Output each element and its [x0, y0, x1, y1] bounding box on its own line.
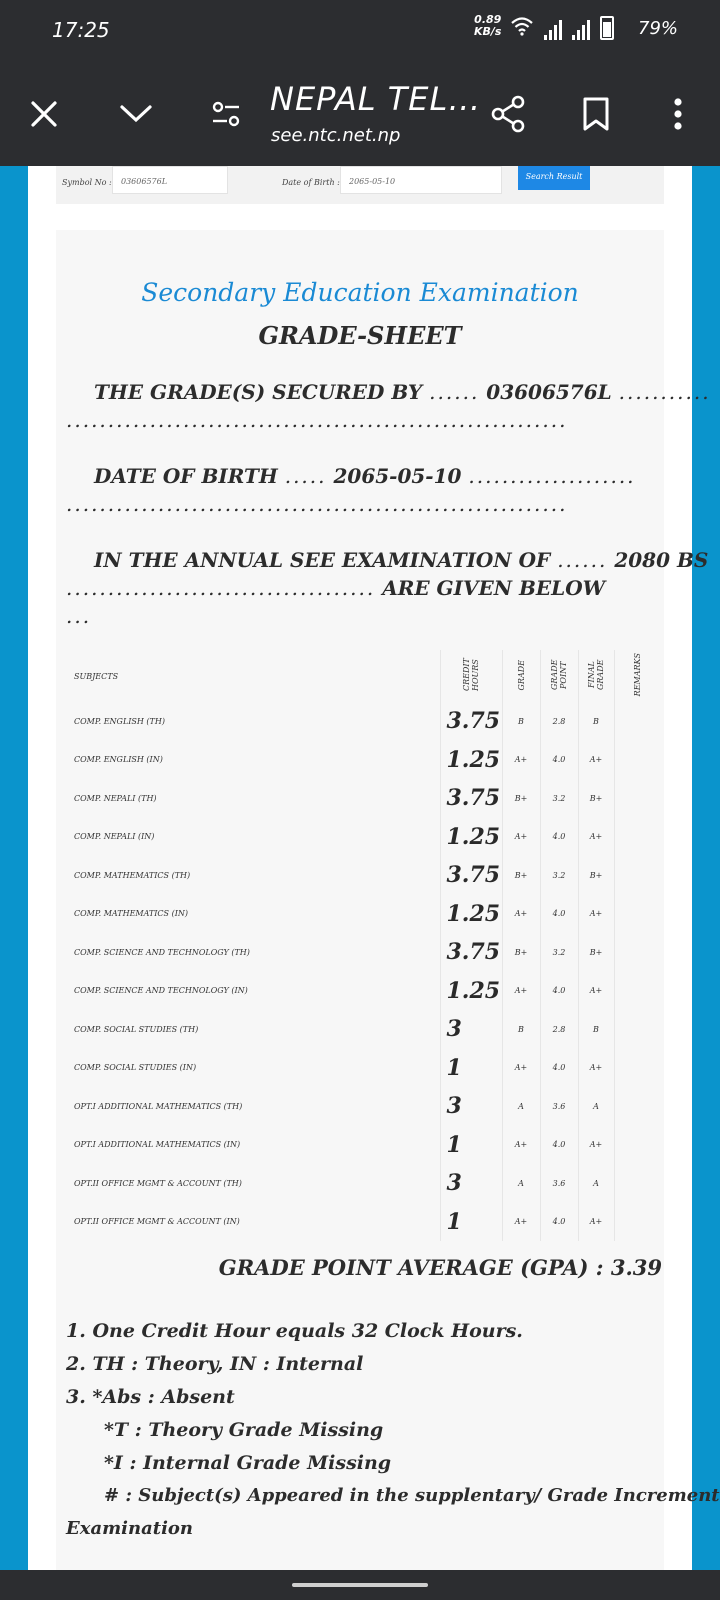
subject-cell: COMP. ENGLISH (TH)	[66, 702, 440, 741]
final-grade-cell: B+	[578, 933, 614, 972]
credit-hours-cell: 1	[440, 1203, 502, 1242]
table-row	[66, 1164, 660, 1203]
remarks-cell	[614, 741, 660, 780]
remarks-cell	[614, 702, 660, 741]
credit-hours-cell: 1	[440, 1126, 502, 1165]
subject-cell: COMP. SCIENCE AND TECHNOLOGY (TH)	[66, 933, 440, 972]
grade-point-cell: 4.0	[540, 741, 578, 780]
table-row	[66, 1049, 660, 1088]
note-2: 2. TH : Theory, IN : Internal	[66, 1353, 364, 1375]
remarks-cell	[614, 972, 660, 1011]
site-url[interactable]: see.ntc.net.np	[271, 125, 401, 146]
col-remarks: REMARKS	[632, 653, 642, 697]
table-row	[66, 1087, 660, 1126]
dob-value: 2065-05-10	[333, 464, 462, 488]
note-examination: Examination	[66, 1518, 193, 1539]
remarks-cell	[614, 779, 660, 818]
grade-point-cell: 4.0	[540, 1126, 578, 1165]
col-grade-point: GRADE POINT	[540, 650, 578, 702]
credit-hours-cell: 3	[440, 1010, 502, 1049]
col-credit-hours: CREDIT HOURS	[440, 650, 502, 702]
table-header-row	[66, 650, 660, 702]
subject-cell: COMP. ENGLISH (IN)	[66, 741, 440, 780]
final-grade-cell: B	[578, 1010, 614, 1049]
final-grade-cell: A+	[578, 1126, 614, 1165]
final-grade-cell: A+	[578, 741, 614, 780]
exam-year: 2080 BS	[614, 548, 709, 572]
home-gesture-handle[interactable]	[292, 1583, 428, 1587]
grade-point-cell: 2.8	[540, 1010, 578, 1049]
net-speed	[474, 14, 501, 38]
given-below-line: ..................................... ARE GIVEN BELOW	[66, 576, 606, 600]
exam-title: Secondary Education Examination	[141, 278, 579, 307]
subject-cell: COMP. SOCIAL STUDIES (TH)	[66, 1010, 440, 1049]
col-final-grade: FINAL GRADE	[578, 650, 614, 702]
status-bar	[0, 0, 720, 62]
symbol-label: Symbol No :	[62, 178, 112, 187]
subject-cell: OPT.I ADDITIONAL MATHEMATICS (IN)	[66, 1126, 440, 1165]
remarks-cell	[614, 1049, 660, 1088]
note-internal-missing: *I : Internal Grade Missing	[104, 1452, 392, 1474]
grade-point-cell: 2.8	[540, 702, 578, 741]
browser-toolbar	[0, 62, 720, 166]
grade-cell: A	[502, 1087, 540, 1126]
share-icon[interactable]	[484, 90, 532, 138]
credit-hours-cell: 1.25	[440, 972, 502, 1011]
credit-hours-cell: 3	[440, 1164, 502, 1203]
grade-sheet-title: GRADE-SHEET	[258, 321, 462, 350]
remarks-cell	[614, 856, 660, 895]
subject-cell: COMP. SCIENCE AND TECHNOLOGY (IN)	[66, 972, 440, 1011]
grade-cell: B+	[502, 933, 540, 972]
web-page	[28, 166, 720, 1570]
dob-prefix: DATE OF BIRTH	[94, 464, 278, 488]
final-grade-cell: B+	[578, 779, 614, 818]
grade-cell: A	[502, 1164, 540, 1203]
grade-point-cell: 4.0	[540, 1049, 578, 1088]
credit-hours-cell: 3.75	[440, 702, 502, 741]
credit-hours-cell: 3.75	[440, 779, 502, 818]
final-grade-cell: B+	[578, 856, 614, 895]
grade-cell: A+	[502, 818, 540, 857]
grade-point-cell: 3.2	[540, 856, 578, 895]
grade-sheet	[56, 230, 720, 1570]
table-row	[66, 1010, 660, 1049]
dotted-line: ............................................................	[66, 408, 568, 432]
grade-point-cell: 3.2	[540, 779, 578, 818]
battery-icon	[600, 16, 614, 40]
note-supplementary: # : Subject(s) Appeared in the supplentary/ Grade Increment	[104, 1485, 720, 1506]
search-result-button[interactable]: Search Result	[518, 166, 590, 190]
final-grade-cell: A	[578, 1087, 614, 1126]
table-row	[66, 1126, 660, 1165]
col-subjects: SUBJECTS	[66, 650, 440, 702]
credit-hours-cell: 3.75	[440, 933, 502, 972]
more-vert-icon[interactable]	[654, 90, 702, 138]
subject-cell: COMP. SOCIAL STUDIES (IN)	[66, 1049, 440, 1088]
dob-label: Date of Birth :	[282, 178, 340, 187]
search-form	[56, 166, 664, 204]
final-grade-cell: B	[578, 702, 614, 741]
grade-cell: A+	[502, 741, 540, 780]
subject-cell: OPT.II OFFICE MGMT & ACCOUNT (IN)	[66, 1203, 440, 1242]
dotted-line: ...	[66, 604, 92, 628]
symbol-input[interactable]: 03606576L	[112, 166, 228, 194]
signal-icon	[544, 18, 562, 40]
credit-hours-cell: 1.25	[440, 895, 502, 934]
subject-cell: OPT.I ADDITIONAL MATHEMATICS (TH)	[66, 1087, 440, 1126]
remarks-cell	[614, 1087, 660, 1126]
grade-point-cell: 4.0	[540, 818, 578, 857]
gpa-summary: GRADE POINT AVERAGE (GPA) : 3.39	[218, 1255, 662, 1280]
gesture-nav-bar	[0, 1570, 720, 1600]
table-row	[66, 856, 660, 895]
bookmark-icon[interactable]	[572, 90, 620, 138]
grade-cell: B+	[502, 779, 540, 818]
symbol-number: 03606576L	[486, 380, 612, 404]
remarks-cell	[614, 1010, 660, 1049]
subject-cell: COMP. NEPALI (IN)	[66, 818, 440, 857]
remarks-cell	[614, 933, 660, 972]
grade-cell: B	[502, 1010, 540, 1049]
dob-input[interactable]: 2065-05-10	[340, 166, 502, 194]
final-grade-cell: A+	[578, 895, 614, 934]
subject-cell: OPT.II OFFICE MGMT & ACCOUNT (TH)	[66, 1164, 440, 1203]
page-settings-icon[interactable]	[202, 90, 250, 138]
grade-point-cell: 4.0	[540, 972, 578, 1011]
secured-prefix: THE GRADE(S) SECURED BY	[94, 380, 423, 404]
exam-line: IN THE ANNUAL SEE EXAMINATION OF ...... 2080 BS	[94, 548, 709, 572]
final-grade-cell: A+	[578, 818, 614, 857]
grade-cell: B	[502, 702, 540, 741]
dotted-line: ............................................................	[66, 492, 568, 516]
table-row	[66, 779, 660, 818]
credit-hours-cell: 1	[440, 1049, 502, 1088]
net-speed-value: 0.89	[474, 13, 502, 26]
table-row	[66, 1203, 660, 1242]
remarks-cell	[614, 895, 660, 934]
credit-hours-cell: 3.75	[440, 856, 502, 895]
net-speed-unit: KB/s	[474, 25, 502, 38]
grade-cell: A+	[502, 1203, 540, 1242]
signal-icon	[572, 18, 590, 40]
remarks-cell	[614, 1126, 660, 1165]
wifi-icon	[510, 16, 534, 40]
final-grade-cell: A+	[578, 1049, 614, 1088]
note-3: 3. *Abs : Absent	[66, 1386, 235, 1408]
table-row	[66, 741, 660, 780]
grades-table	[66, 650, 660, 1241]
exam-prefix: IN THE ANNUAL SEE EXAMINATION OF	[94, 548, 551, 572]
subject-cell: COMP. NEPALI (TH)	[66, 779, 440, 818]
final-grade-cell: A+	[578, 972, 614, 1011]
credit-hours-cell: 3	[440, 1087, 502, 1126]
grade-cell: A+	[502, 972, 540, 1011]
grade-cell: B+	[502, 856, 540, 895]
dob-line: DATE OF BIRTH ..... 2065-05-10 ....................	[94, 464, 636, 488]
col-grade: GRADE	[502, 650, 540, 702]
grade-point-cell: 4.0	[540, 895, 578, 934]
remarks-cell	[614, 818, 660, 857]
table-row	[66, 972, 660, 1011]
secured-by-line: THE GRADE(S) SECURED BY ...... 03606576L ...........	[94, 380, 711, 404]
grade-cell: A+	[502, 895, 540, 934]
status-icons	[510, 16, 614, 40]
remarks-cell	[614, 1164, 660, 1203]
credit-hours-cell: 1.25	[440, 818, 502, 857]
table-row	[66, 818, 660, 857]
note-1: 1. One Credit Hour equals 32 Clock Hours.	[66, 1320, 523, 1342]
chevron-down-icon[interactable]	[112, 90, 160, 138]
close-icon[interactable]	[20, 90, 68, 138]
grade-point-cell: 3.6	[540, 1164, 578, 1203]
given-below: ARE GIVEN BELOW	[382, 576, 606, 600]
note-theory-missing: *T : Theory Grade Missing	[104, 1419, 384, 1441]
grade-point-cell: 3.6	[540, 1087, 578, 1126]
remarks-cell	[614, 1203, 660, 1242]
grade-point-cell: 4.0	[540, 1203, 578, 1242]
grade-cell: A+	[502, 1049, 540, 1088]
final-grade-cell: A+	[578, 1203, 614, 1242]
table-row	[66, 895, 660, 934]
clock: 17:25	[52, 18, 110, 42]
site-title[interactable]: NEPAL TEL…	[270, 80, 482, 118]
table-row	[66, 702, 660, 741]
subject-cell: COMP. MATHEMATICS (TH)	[66, 856, 440, 895]
subject-cell: COMP. MATHEMATICS (IN)	[66, 895, 440, 934]
grade-point-cell: 3.2	[540, 933, 578, 972]
battery-percent: 79%	[638, 18, 679, 39]
credit-hours-cell: 1.25	[440, 741, 502, 780]
final-grade-cell: A	[578, 1164, 614, 1203]
table-row	[66, 933, 660, 972]
grade-cell: A+	[502, 1126, 540, 1165]
